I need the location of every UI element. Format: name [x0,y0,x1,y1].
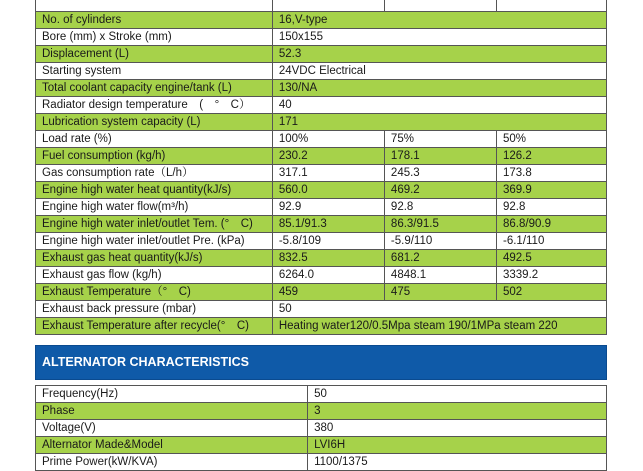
row-value: 86.3/91.5 [384,216,496,233]
alternator-section-title: ALTERNATOR CHARACTERISTICS [35,345,607,380]
row-value: -6.1/110 [497,233,607,250]
engine-characteristics-section [35,0,607,335]
row-value: 230.2 [272,148,384,165]
row-value: 469.2 [384,182,496,199]
row-value: 92.9 [272,199,384,216]
row-value: 6264.0 [272,267,384,284]
row-label: Gas consumption rate（L/h） [36,165,273,182]
row-value: 50% [497,131,607,148]
row-value: 245.3 [384,165,496,182]
row-value: 317.1 [272,165,384,182]
row-value: 52.3 [272,46,606,63]
table-row [36,131,607,148]
row-label: Load rate (%) [36,131,273,148]
row-label: Exhaust gas heat quantity(kJ/s) [36,250,273,267]
alternator-spec-table [35,385,607,471]
table-row [36,301,607,318]
row-label: Fuel consumption (kg/h) [36,148,273,165]
row-value: 3339.2 [497,267,607,284]
row-value: 75% [384,131,496,148]
table-row [36,182,607,199]
row-value: 92.8 [384,199,496,216]
row-label: Engine high water flow(m³/h) [36,199,273,216]
row-label: Engine high water inlet/outlet Tem. (° C) [36,216,273,233]
row-label: Displacement (L) [36,46,273,63]
row-value: 1100/1375 [308,454,607,471]
row-value: 492.5 [497,250,607,267]
row-label: Prime Power(kW/KVA) [36,454,308,471]
row-value: 502 [497,284,607,301]
table-row [36,63,607,80]
row-value [384,0,496,12]
row-label: Total coolant capacity engine/tank (L) [36,80,273,97]
table-row [36,148,607,165]
row-value: 832.5 [272,250,384,267]
table-row [36,80,607,97]
row-value [497,0,607,12]
alternator-spec-table-body [36,386,607,471]
row-value: 178.1 [384,148,496,165]
table-row [36,420,607,437]
row-label: Phase [36,403,308,420]
row-label: Engine high water heat quantity(kJ/s) [36,182,273,199]
row-value: 380 [308,420,607,437]
row-value: 100% [272,131,384,148]
table-row [36,284,607,301]
engine-spec-table [35,0,607,335]
row-value [272,0,384,12]
row-value: 459 [272,284,384,301]
table-row [36,97,607,114]
row-value: 3 [308,403,607,420]
table-row [36,114,607,131]
table-row [36,267,607,284]
alternator-characteristics-section [35,345,607,471]
row-value: -5.8/109 [272,233,384,250]
row-value: 126.2 [497,148,607,165]
row-label: Exhaust back pressure (mbar) [36,301,273,318]
table-row [36,199,607,216]
table-row [36,216,607,233]
row-label: Exhaust Temperature after recycle(° C) [36,318,273,335]
table-row [36,386,607,403]
row-label: No. of cylinders [36,12,273,29]
row-value: 369.9 [497,182,607,199]
row-value: 171 [272,114,606,131]
row-value: 475 [384,284,496,301]
row-value: 16,V-type [272,12,606,29]
table-row [36,233,607,250]
table-row [36,46,607,63]
table-row [36,437,607,454]
row-label: Alternator Made&Model [36,437,308,454]
table-row [36,403,607,420]
row-label: Voltage(V) [36,420,308,437]
table-row [36,165,607,182]
row-label: Exhaust Temperature（° C) [36,284,273,301]
row-value: 150x155 [272,29,606,46]
table-row [36,318,607,335]
row-value: LVI6H [308,437,607,454]
row-value: 681.2 [384,250,496,267]
table-row [36,0,607,12]
row-value: 50 [308,386,607,403]
row-label [36,0,273,12]
row-value: 92.8 [497,199,607,216]
row-value: 24VDC Electrical [272,63,606,80]
row-label: Lubrication system capacity (L) [36,114,273,131]
table-row [36,250,607,267]
engine-spec-table-body [36,0,607,335]
row-value: 4848.1 [384,267,496,284]
row-value: Heating water120/0.5Mpa steam 190/1MPa steam 220 [272,318,606,335]
row-value: 50 [272,301,606,318]
row-value: 85.1/91.3 [272,216,384,233]
row-label: Radiator design temperature ( ° C） [36,97,273,114]
row-label: Starting system [36,63,273,80]
row-value: 40 [272,97,606,114]
row-value: 173.8 [497,165,607,182]
row-value: 86.8/90.9 [497,216,607,233]
row-label: Frequency(Hz) [36,386,308,403]
table-row [36,454,607,471]
row-label: Engine high water inlet/outlet Pre. (kPa) [36,233,273,250]
row-value: 560.0 [272,182,384,199]
row-value: -5.9/110 [384,233,496,250]
row-label: Exhaust gas flow (kg/h) [36,267,273,284]
table-row [36,12,607,29]
row-label: Bore (mm) x Stroke (mm) [36,29,273,46]
row-value: 130/NA [272,80,606,97]
table-row [36,29,607,46]
